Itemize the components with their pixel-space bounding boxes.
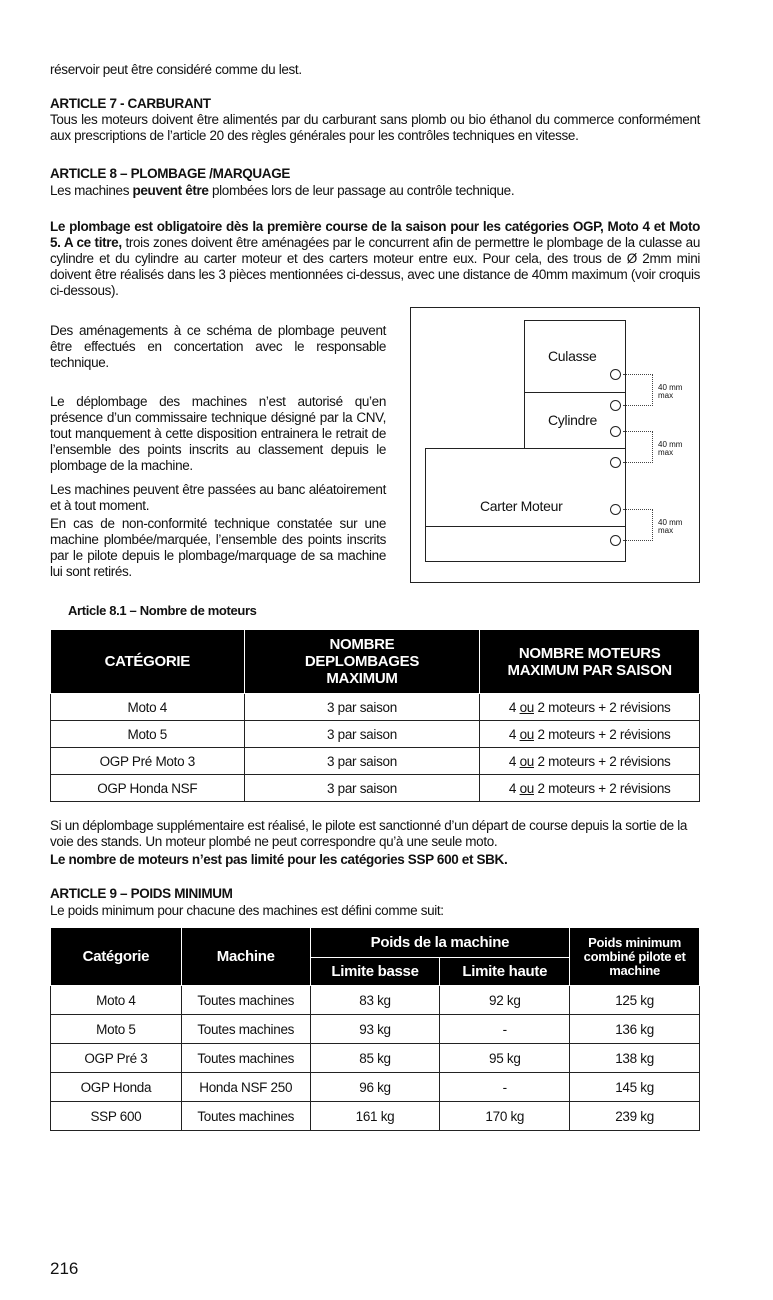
- col-header-machine: Machine: [181, 928, 310, 986]
- cell-limite-haute: -: [440, 1015, 570, 1044]
- cell-unsealings: 3 par saison: [244, 721, 480, 748]
- cell-combine: 138 kg: [570, 1044, 700, 1073]
- seal-hole: [610, 369, 621, 380]
- cell-engines: 4 ou 2 moteurs + 2 révisions: [480, 775, 700, 802]
- article-8-1-heading: Article 8.1 – Nombre de moteurs: [68, 603, 257, 618]
- cell-limite-haute: -: [440, 1073, 570, 1102]
- cell-engines: 4 ou 2 moteurs + 2 révisions: [480, 721, 700, 748]
- weights-table: [50, 927, 700, 1131]
- cell-limite-basse: 96 kg: [310, 1073, 440, 1102]
- cell-category: OGP Honda NSF: [51, 775, 245, 802]
- cell-categorie: Moto 4: [51, 986, 182, 1015]
- col-header-limite-basse: Limite basse: [310, 958, 440, 986]
- cell-limite-basse: 161 kg: [310, 1102, 440, 1131]
- seal-hole: [610, 457, 621, 468]
- carter-label: Carter Moteur: [480, 498, 563, 514]
- table-row: [51, 721, 700, 748]
- table-row: [51, 694, 700, 721]
- cell-machine: Toutes machines: [181, 1102, 310, 1131]
- table-row: [51, 986, 700, 1015]
- article-9-intro: Le poids minimum pour chacune des machines est défini comme suit:: [50, 903, 444, 918]
- cell-machine: Honda NSF 250: [181, 1073, 310, 1102]
- article-8-1-note: Si un déplombage supplémentaire est réalisé, le pilote est sanctionné d’un départ de course depuis la sortie de la voie des stands. Un moteur plombé ne peut correspondre qu’à une seule moto.: [50, 818, 688, 849]
- cell-engines: 4 ou 2 moteurs + 2 révisions: [480, 748, 700, 775]
- cell-limite-basse: 93 kg: [310, 1015, 440, 1044]
- seal-hole: [610, 400, 621, 411]
- side-para-1: Des aménagements à ce schéma de plombage peuvent être effectués en concertation avec le responsable technique.: [50, 323, 386, 370]
- table-row: [51, 1102, 700, 1131]
- side-para-2: Le déplombage des machines n’est autorisé qu’en présence d’un commissaire technique désigné par la CNV, tout manquement à cette disposition entrainera le retrait de l’ensemble des points inscrits au classement depuis le plombage de la machine.: [50, 394, 386, 473]
- cell-categorie: SSP 600: [51, 1102, 182, 1131]
- table-row: [51, 748, 700, 775]
- cell-combine: 239 kg: [570, 1102, 700, 1131]
- cell-limite-basse: 83 kg: [310, 986, 440, 1015]
- page-number: 216: [50, 1259, 79, 1278]
- cell-categorie: OGP Honda: [51, 1073, 182, 1102]
- cell-combine: 125 kg: [570, 986, 700, 1015]
- cell-category: OGP Pré Moto 3: [51, 748, 245, 775]
- dimension-label: 40 mm max: [658, 518, 683, 535]
- col-header-combine: Poids minimum combiné pilote et machine: [570, 928, 700, 986]
- seal-hole: [610, 504, 621, 515]
- col-header-category: CATÉGORIE: [51, 630, 245, 694]
- dimension-label: 40 mm max: [658, 383, 683, 400]
- cell-category: Moto 5: [51, 721, 245, 748]
- sealing-diagram: [410, 307, 700, 583]
- culasse-label: Culasse: [548, 348, 597, 364]
- cell-combine: 145 kg: [570, 1073, 700, 1102]
- article-8-heading: ARTICLE 8 – PLOMBAGE /MARQUAGE: [50, 166, 291, 181]
- dimension-bracket: [623, 509, 653, 541]
- dimension-bracket: [623, 374, 653, 406]
- intro-line: réservoir peut être considéré comme du lest.: [50, 62, 302, 77]
- seal-hole: [610, 426, 621, 437]
- col-header-poids: Poids de la machine: [310, 928, 570, 958]
- seal-hole: [610, 535, 621, 546]
- col-header-engines: NOMBRE MOTEURS MAXIMUM PAR SAISON: [480, 630, 700, 694]
- article-8-para-1: Les machines peuvent être plombées lors de leur passage au contrôle technique.: [50, 183, 515, 198]
- cell-machine: Toutes machines: [181, 1015, 310, 1044]
- engines-table: [50, 629, 700, 802]
- cell-unsealings: 3 par saison: [244, 775, 480, 802]
- cell-limite-haute: 170 kg: [440, 1102, 570, 1131]
- table-row: [51, 775, 700, 802]
- cell-machine: Toutes machines: [181, 1044, 310, 1073]
- col-header-unsealings: NOMBRE DEPLOMBAGES MAXIMUM: [244, 630, 480, 694]
- dimension-bracket: [623, 431, 653, 463]
- cell-categorie: OGP Pré 3: [51, 1044, 182, 1073]
- cell-unsealings: 3 par saison: [244, 748, 480, 775]
- side-para-4: En cas de non-conformité technique constatée sur une machine plombée/marquée, l’ensemble des points inscrits par le pilote depuis le plombage/marquage de sa machine lui sont retirés.: [50, 516, 386, 579]
- article-8-para-2: Le plombage est obligatoire dès la première course de la saison pour les catégories OGP, Moto 4 et Moto 5. A ce titre, trois zones doivent être aménagées par le concurrent afin de permettre le plombage de la culasse au cylindre et du cylindre au carter moteur et des carters moteur entre eux. Pour cela, des trous de Ø 2mm mini doivent être réalisés dans les 3 pièces mentionnées ci-dessus, avec une distance de 40mm maximum (voir croquis ci-dessous).: [50, 219, 700, 298]
- table-row: [51, 1015, 700, 1044]
- cell-limite-haute: 95 kg: [440, 1044, 570, 1073]
- cell-combine: 136 kg: [570, 1015, 700, 1044]
- cell-engines: 4 ou 2 moteurs + 2 révisions: [480, 694, 700, 721]
- dimension-label: 40 mm max: [658, 440, 683, 457]
- col-header-categorie: Catégorie: [51, 928, 182, 986]
- cell-limite-haute: 92 kg: [440, 986, 570, 1015]
- cell-machine: Toutes machines: [181, 986, 310, 1015]
- article-7-heading: ARTICLE 7 - CARBURANT: [50, 96, 211, 111]
- cell-category: Moto 4: [51, 694, 245, 721]
- table-row: [51, 1073, 700, 1102]
- col-header-limite-haute: Limite haute: [440, 958, 570, 986]
- article-9-heading: ARTICLE 9 – POIDS MINIMUM: [50, 886, 233, 901]
- cell-unsealings: 3 par saison: [244, 694, 480, 721]
- article-8-1-note-bold: Le nombre de moteurs n’est pas limité pour les catégories SSP 600 et SBK.: [50, 852, 508, 867]
- carter-split-line: [425, 526, 626, 527]
- table-row: [51, 1044, 700, 1073]
- cell-categorie: Moto 5: [51, 1015, 182, 1044]
- article-7-body: Tous les moteurs doivent être alimentés par du carburant sans plomb ou bio éthanol du commerce conformément aux prescriptions de l’article 20 des règles générales pour les contrôles techniques en vitesse.: [50, 112, 700, 143]
- side-para-3: Les machines peuvent être passées au banc aléatoirement et à tout moment.: [50, 482, 386, 513]
- cylindre-label: Cylindre: [548, 412, 597, 428]
- cell-limite-basse: 85 kg: [310, 1044, 440, 1073]
